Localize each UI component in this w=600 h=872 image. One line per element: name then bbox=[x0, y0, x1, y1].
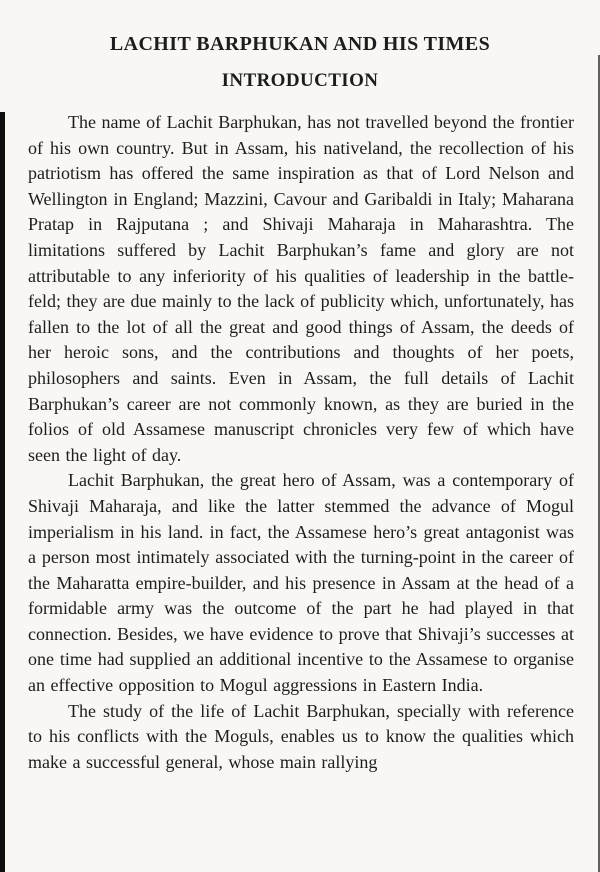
paragraph: The study of the life of Lachit Barphukan, specially with reference to his conflicts with the Moguls, enables us to know the qualities which make a successful general, whose main rallying bbox=[28, 700, 574, 772]
chapter-heading: INTRODUCTION bbox=[221, 70, 379, 91]
body-text bbox=[28, 110, 574, 775]
paragraph: Lachit Barphukan, the great hero of Assam, was a contemporary of Shivaji Maharaja, and like the latter stemmed the advance of Mogul imperialism in his land. in fact, the Assamese hero’s great antagonist was a person most intimately associated with the turning-point in the career of the Maharatta empire-builder, and his presence in Assam at the head of a formidable army was the outcome of the part he had played in that connection. Besides, we have evidence to prove that Shivaji’s successes at one time had supplied an additional incentive to the Assamese to organise an effective opposition to Mogul aggressions in Eastern India. bbox=[28, 470, 574, 696]
paragraph: The name of Lachit Barphukan, has not travelled beyond the frontier of his own country. But in Assam, his nativeland, the recollection of his patriotism has offered the same inspiration as that of Lord Nelson and Wellington in England; Mazzini, Cavour and Garibaldi in Italy; Maharana Pratap in Rajputana ; and Shivaji Maharaja in Maharashtra. The limitations suffered by Lachit Barphukan’s fame and glory are not attributable to any inferiority of his qualities of leadership in the battle-feld; they are due mainly to the lack of publicity which, unfortunately, has fallen to the lot of all the great and good things of Assam, the deeds of her heroic sons, and the contributions and thoughts of her poets, philosophers and saints. Even in Assam, the full details of Lachit Barphukan’s career are not commonly known, as they are buried in the folios of old Assamese manuscript chronicles very few of which have seen the light of day. bbox=[28, 112, 574, 465]
scan-edge-left bbox=[0, 112, 5, 872]
book-title: LACHIT BARPHUKAN AND HIS TIMES bbox=[109, 33, 491, 55]
